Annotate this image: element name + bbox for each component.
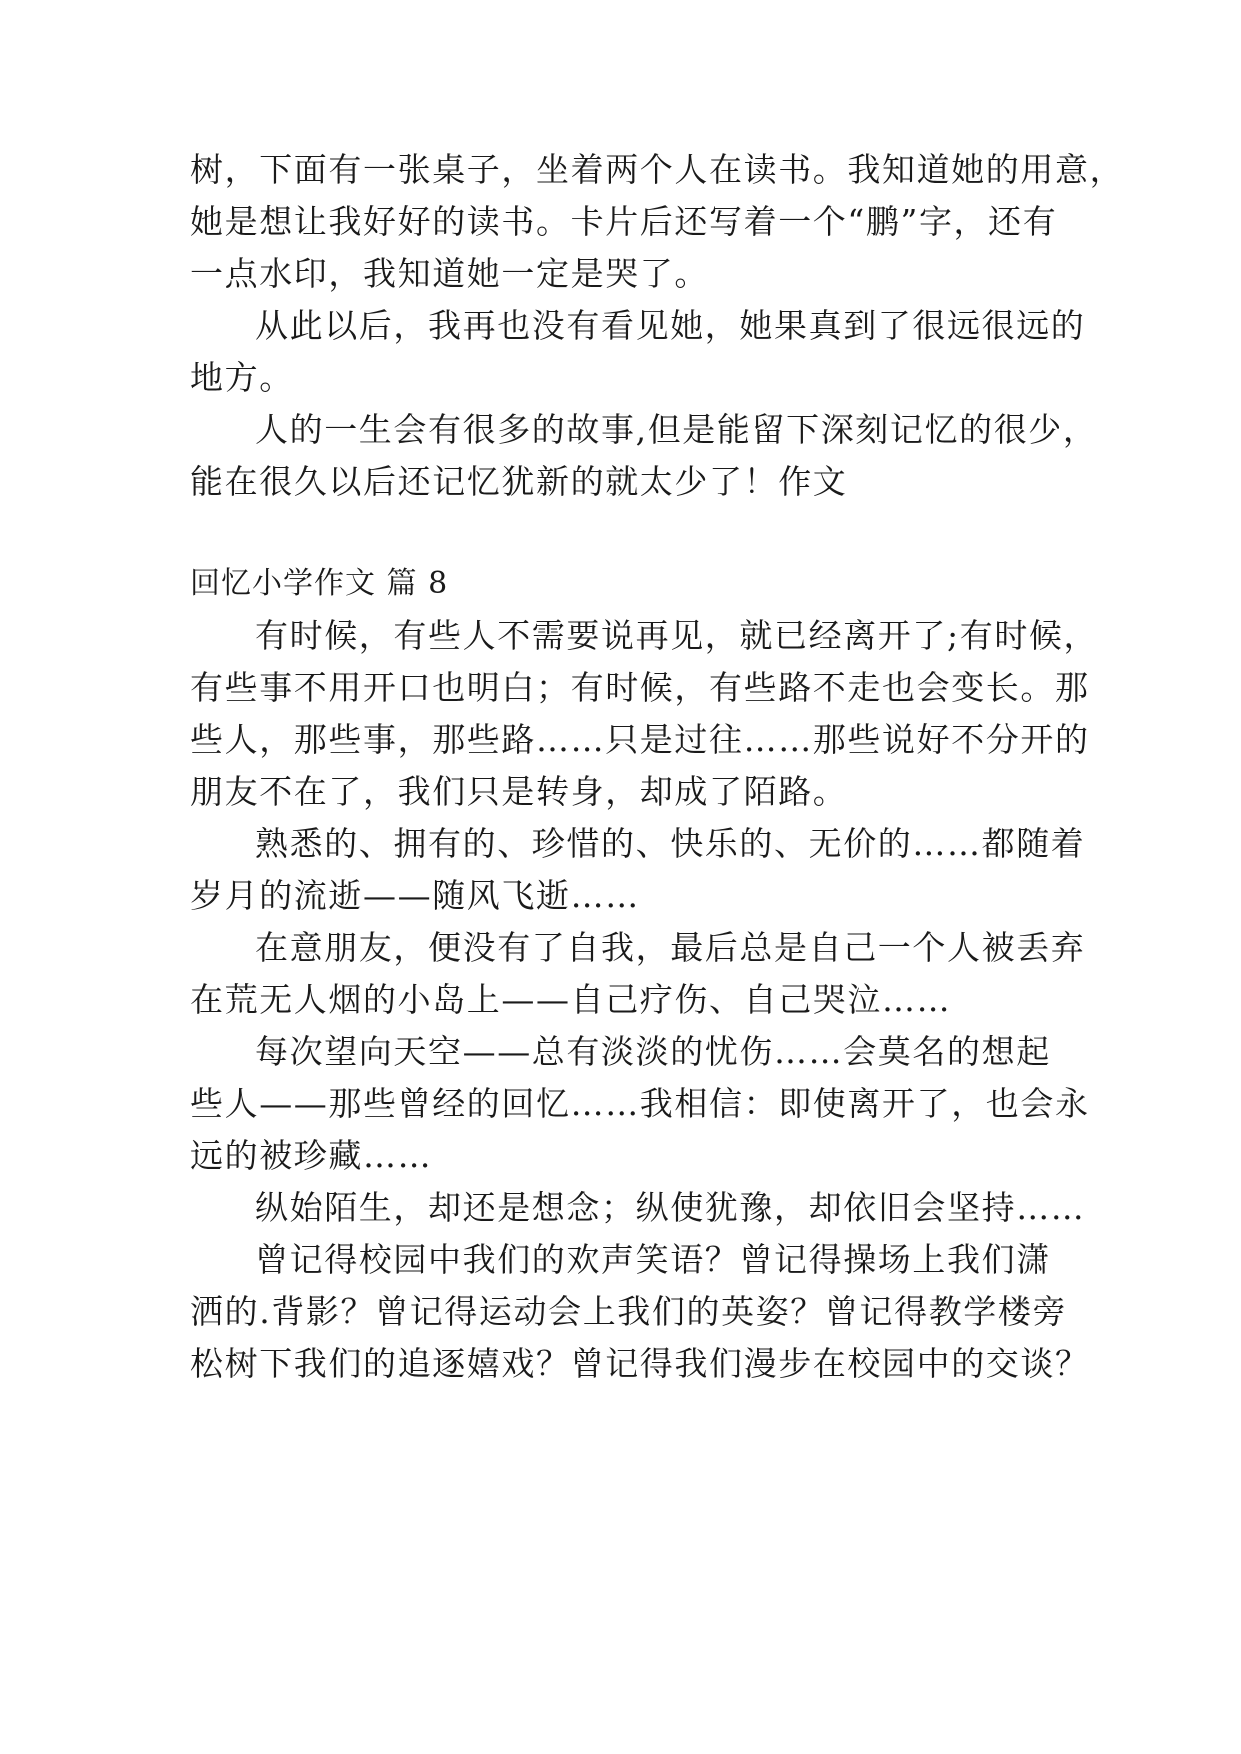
paragraph-line: 在荒无人烟的小岛上——自己疗伤、自己哭泣…… bbox=[190, 980, 952, 1019]
paragraph-line: 有些事不用开口也明白；有时候，有些路不走也会变长。那 bbox=[190, 668, 1090, 707]
paragraph-line: 在意朋友，便没有了自我，最后总是自己一个人被丢弃 bbox=[255, 928, 1086, 967]
paragraph-line: 一点水印，我知道她一定是哭了。 bbox=[190, 254, 709, 293]
paragraph-line: 有时候，有些人不需要说再见，就已经离开了;有时候， bbox=[255, 616, 1099, 655]
paragraph-line: 朋友不在了，我们只是转身，却成了陌路。 bbox=[190, 772, 848, 811]
paragraph-line: 能在很久以后还记忆犹新的就太少了！作文 bbox=[190, 462, 848, 501]
paragraph-line: 熟悉的、拥有的、珍惜的、快乐的、无价的……都随着 bbox=[255, 824, 1086, 863]
paragraph-line: 洒的.背影？曾记得运动会上我们的英姿？曾记得教学楼旁 bbox=[190, 1292, 1068, 1331]
paragraph-line: 每次望向天空——总有淡淡的忧伤……会莫名的想起 bbox=[255, 1032, 1051, 1071]
paragraph-line: 纵始陌生，却还是想念；纵使犹豫，却依旧会坚持…… bbox=[255, 1188, 1086, 1227]
paragraph-line: 从此以后，我再也没有看见她，她果真到了很远很远的 bbox=[255, 306, 1086, 345]
section-title: 回忆小学作文 篇 8 bbox=[190, 566, 449, 601]
paragraph-line: 树，下面有一张桌子，坐着两个人在读书。我知道她的用意， bbox=[190, 150, 1125, 189]
paragraph-line: 人的一生会有很多的故事,但是能留下深刻记忆的很少， bbox=[255, 410, 1098, 449]
paragraph-line: 松树下我们的追逐嬉戏？曾记得我们漫步在校园中的交谈？ bbox=[190, 1344, 1090, 1383]
paragraph-line: 她是想让我好好的读书。卡片后还写着一个“鹏”字，还有 bbox=[190, 202, 1058, 241]
paragraph-line: 些人，那些事，那些路……只是过往……那些说好不分开的 bbox=[190, 720, 1090, 759]
paragraph-line: 远的被珍藏…… bbox=[190, 1136, 433, 1175]
paragraph-line: 岁月的流逝——随风飞逝…… bbox=[190, 876, 640, 915]
paragraph-line: 些人——那些曾经的回忆……我相信：即使离开了，也会永 bbox=[190, 1084, 1090, 1123]
paragraph-line: 曾记得校园中我们的欢声笑语？曾记得操场上我们潇 bbox=[255, 1240, 1051, 1279]
paragraph-line: 地方。 bbox=[190, 358, 294, 397]
